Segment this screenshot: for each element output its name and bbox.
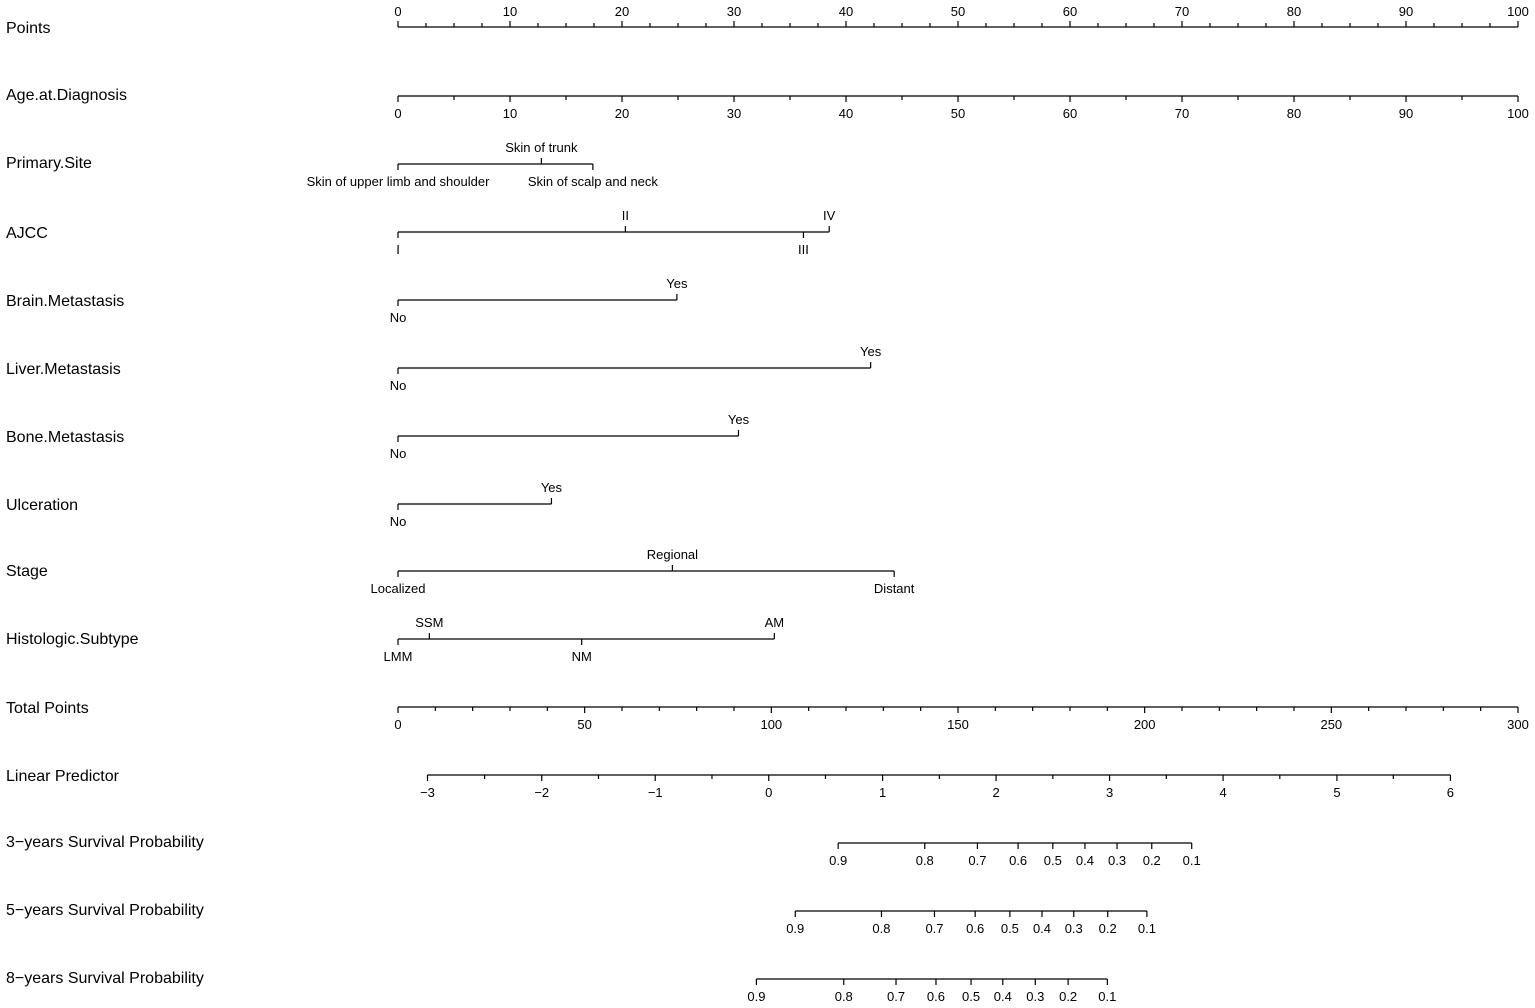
- scale-label-surv8: 0.7: [886, 989, 906, 1004]
- scale-label-linear_predictor: 0: [765, 785, 773, 800]
- tick-label-points: 50: [950, 4, 966, 19]
- tick-label-total_points: 200: [1133, 717, 1156, 732]
- scale-label-surv5: 0.2: [1098, 921, 1117, 936]
- scale-label-surv3: 0.9: [829, 853, 848, 868]
- row-label-surv3: 3−years Survival Probability: [6, 834, 204, 851]
- scale-label-surv5: 0.4: [1032, 921, 1052, 936]
- tick-label-total_points: 0: [394, 717, 402, 732]
- scale-label-linear_predictor: 5: [1333, 785, 1341, 800]
- scale-label-surv3: 0.6: [1009, 853, 1028, 868]
- category-label-brain: Yes: [666, 276, 688, 291]
- row-label-stage: Stage: [6, 563, 48, 580]
- category-label-primary_site: Skin of scalp and neck: [527, 174, 658, 189]
- scale-label-linear_predictor: 1: [878, 785, 887, 800]
- tick-label-total_points: 100: [760, 717, 783, 732]
- row-label-age: Age.at.Diagnosis: [6, 87, 127, 104]
- row-label-histologic: Histologic.Subtype: [6, 631, 139, 648]
- scale-label-surv5: 0.5: [1000, 921, 1019, 936]
- scale-label-linear_predictor: −1: [647, 785, 663, 800]
- category-label-ajcc: I: [396, 242, 400, 257]
- tick-label-points: 10: [502, 4, 518, 19]
- tick-label-age: 10: [502, 106, 518, 121]
- scale-label-surv8: 0.2: [1059, 989, 1078, 1004]
- category-label-stage: Regional: [646, 547, 699, 562]
- tick-label-points: 70: [1174, 4, 1190, 19]
- category-label-histologic: LMM: [383, 649, 413, 664]
- scale-label-surv3: 0.8: [915, 853, 934, 868]
- category-label-liver: No: [389, 378, 407, 393]
- tick-label-age: 60: [1062, 106, 1078, 121]
- tick-label-points: 60: [1062, 4, 1078, 19]
- tick-label-age: 70: [1174, 106, 1190, 121]
- row-label-liver: Liver.Metastasis: [6, 361, 121, 378]
- scale-label-surv3: 0.5: [1043, 853, 1062, 868]
- scale-label-linear_predictor: 4: [1219, 785, 1227, 800]
- scale-label-linear_predictor: 3: [1105, 785, 1114, 800]
- scale-label-surv5: 0.9: [786, 921, 805, 936]
- row-label-bone: Bone.Metastasis: [6, 429, 125, 446]
- tick-label-age: 90: [1398, 106, 1414, 121]
- row-label-brain: Brain.Metastasis: [6, 293, 125, 310]
- category-label-stage: Distant: [873, 581, 915, 596]
- scale-label-surv8: 0.6: [926, 989, 946, 1004]
- tick-label-points: 30: [726, 4, 742, 19]
- row-label-points: Points: [6, 20, 51, 37]
- category-label-ajcc: IV: [823, 208, 836, 223]
- scale-label-surv5: 0.1: [1137, 921, 1156, 936]
- tick-label-points: 40: [838, 4, 854, 19]
- scale-label-surv3: 0.1: [1182, 853, 1201, 868]
- scale-label-surv8: 0.9: [747, 989, 766, 1004]
- scale-label-surv8: 0.4: [993, 989, 1012, 1004]
- category-label-ajcc: II: [621, 208, 629, 223]
- tick-label-total_points: 50: [577, 717, 592, 732]
- category-label-liver: Yes: [860, 344, 882, 359]
- scale-label-surv8: 0.3: [1026, 989, 1045, 1004]
- tick-label-points: 0: [394, 4, 402, 19]
- tick-label-total_points: 150: [947, 717, 969, 732]
- tick-label-points: 100: [1507, 4, 1529, 19]
- tick-label-age: 0: [394, 106, 402, 121]
- scale-label-linear_predictor: 2: [992, 785, 1000, 800]
- tick-label-age: 40: [838, 106, 854, 121]
- scale-label-linear_predictor: −3: [420, 785, 435, 800]
- scale-label-surv5: 0.7: [925, 921, 944, 936]
- category-label-histologic: AM: [764, 615, 785, 630]
- row-label-surv5: 5−years Survival Probability: [6, 902, 204, 919]
- category-label-stage: Localized: [370, 581, 426, 596]
- tick-label-age: 100: [1507, 106, 1529, 121]
- category-label-histologic: NM: [571, 649, 592, 664]
- scale-label-surv5: 0.3: [1064, 921, 1083, 936]
- row-label-linear_predictor: Linear Predictor: [6, 768, 119, 785]
- scale-label-surv3: 0.4: [1075, 853, 1094, 868]
- scale-label-surv3: 0.7: [968, 853, 987, 868]
- tick-label-points: 90: [1398, 4, 1414, 19]
- scale-label-linear_predictor: −2: [534, 785, 550, 800]
- tick-label-age: 50: [950, 106, 966, 121]
- scale-label-surv3: 0.2: [1142, 853, 1161, 868]
- scale-label-surv8: 0.1: [1098, 989, 1117, 1004]
- row-label-ulceration: Ulceration: [6, 497, 79, 514]
- category-label-ajcc: III: [798, 242, 809, 257]
- tick-label-total_points: 250: [1320, 717, 1343, 732]
- row-label-surv8: 8−years Survival Probability: [6, 970, 204, 987]
- category-label-histologic: SSM: [415, 615, 444, 630]
- category-label-primary_site: Skin of upper limb and shoulder: [306, 174, 490, 189]
- tick-label-points: 20: [614, 4, 630, 19]
- scale-label-surv3: 0.3: [1108, 853, 1127, 868]
- category-label-brain: No: [389, 310, 407, 325]
- row-label-primary_site: Primary.Site: [6, 155, 92, 172]
- tick-label-age: 30: [726, 106, 742, 121]
- category-label-bone: Yes: [727, 412, 750, 427]
- scale-label-surv5: 0.8: [872, 921, 891, 936]
- category-label-bone: No: [389, 446, 407, 461]
- category-label-ulceration: Yes: [540, 480, 563, 495]
- scale-label-surv5: 0.6: [966, 921, 985, 936]
- tick-label-age: 80: [1286, 106, 1302, 121]
- category-label-ulceration: No: [389, 514, 407, 529]
- row-label-ajcc: AJCC: [6, 225, 48, 242]
- category-label-primary_site: Skin of trunk: [505, 140, 578, 155]
- row-label-total_points: Total Points: [6, 700, 89, 717]
- tick-label-points: 80: [1286, 4, 1302, 19]
- scale-label-linear_predictor: 6: [1446, 785, 1455, 800]
- tick-label-total_points: 300: [1507, 717, 1529, 732]
- scale-label-surv8: 0.8: [834, 989, 853, 1004]
- scale-label-surv8: 0.5: [962, 989, 981, 1004]
- tick-label-age: 20: [614, 106, 630, 121]
